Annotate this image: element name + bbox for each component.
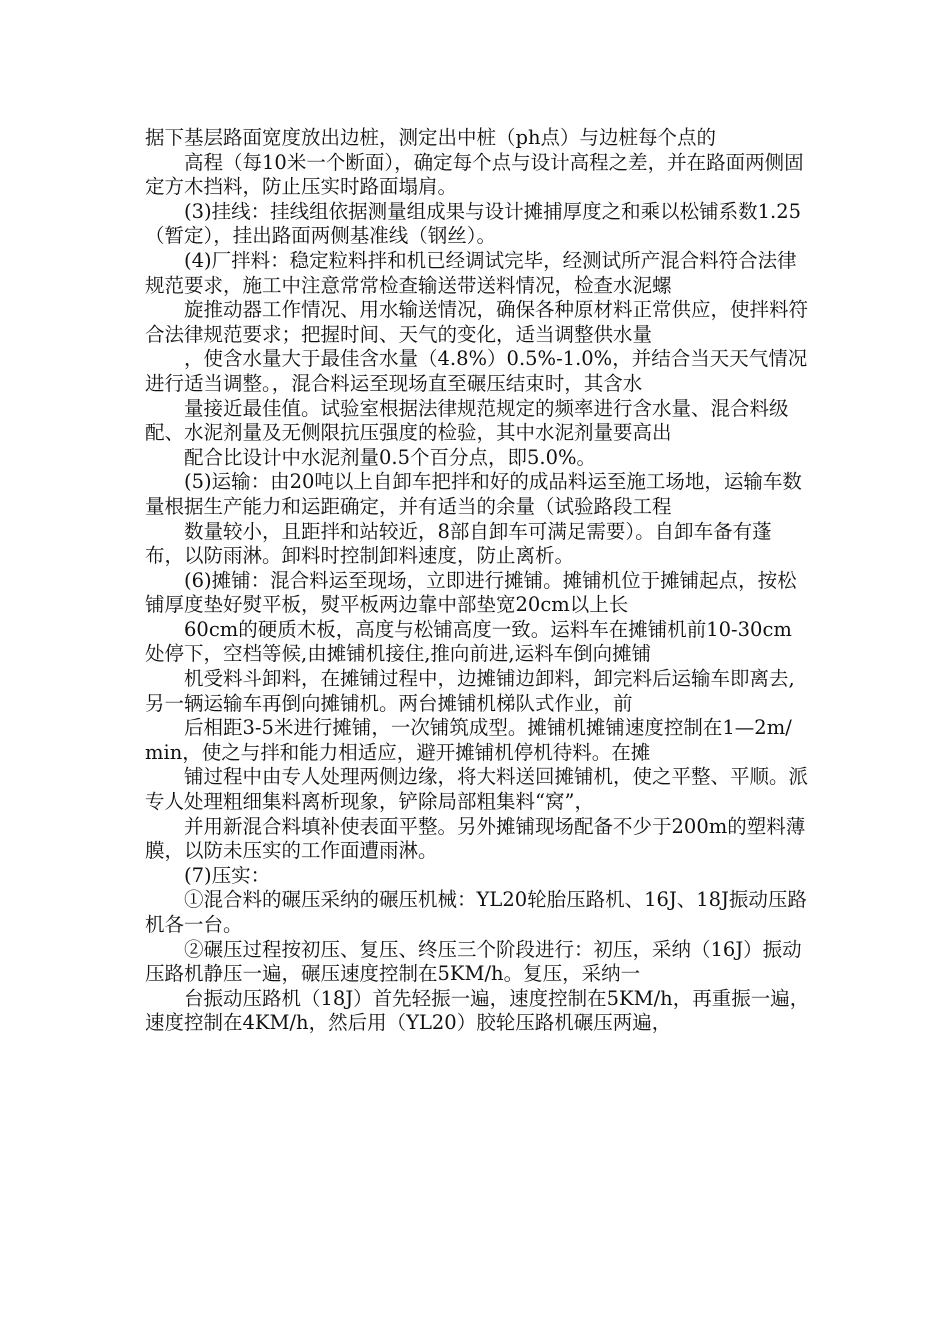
paragraph: ，使含水量大于最佳含水量（4.8%）0.5%-1.0%，并结合当天天气情况进行适当调整。，混合料运至现场直至碾压结束时，其含水 <box>145 347 808 395</box>
paragraph: 据下基层路面宽度放出边桩，测定出中桩（ph点）与边桩每个点的 <box>145 126 717 149</box>
paragraph: 配合比设计中水泥剂量0.5个百分点，即5.0%。 <box>184 445 597 469</box>
paragraph: 并用新混合料填补使表面平整。另外摊铺现场配备不少于200m的塑料薄膜，以防未压实的工作面遭雨淋。 <box>145 814 806 863</box>
paragraph: ①混合料的碾压采纳的碾压机械：YL20轮胎压路机、16J、18J振动压路机各一台。 <box>145 888 807 936</box>
document-body <box>145 126 810 1036</box>
paragraph: 台振动压路机（18J）首先轻振一遍，速度控制在5KM/h，再重振一遍，速度控制在4KM/h，然后用（YL20）胶轮压路机碾压两遍， <box>145 986 810 1035</box>
paragraph: 数量较小，且距拌和站较近，8部自卸车可满足需要）。自卸车备有蓬布，以防雨淋。卸料时控制卸料速度，防止离析。 <box>145 519 772 568</box>
paragraph: 60cm的硬质木板，高度与松铺高度一致。运料车在摊铺机前10-30cm处停下，空档等候,由摊铺机接住,推向前进,运料车倒向摊铺 <box>145 617 792 666</box>
paragraph: 铺过程中由专人处理两侧边缘，将大料送回摊铺机，使之平整、平顺。派专人处理粗细集料离析现象，铲除局部粗集料“窝”， <box>145 765 809 814</box>
paragraph: (7)压实： <box>184 863 271 887</box>
paragraph: 机受料斗卸料，在摊铺过程中，边摊铺边卸料，卸完料后运输车即离去,另一辆运输车再倒向摊铺机。两台摊铺机梯队式作业，前 <box>145 667 795 715</box>
paragraph: (6)摊铺：混合料运至现场，立即进行摊铺。摊铺机位于摊铺起点，按松铺厚度垫好熨平板，熨平板两边靠中部垫宽20cm以上长 <box>145 568 797 617</box>
paragraph: 高程（每10米一个断面），确定每个点与设计高程之差，并在路面两侧固定方木挡料，防止压实时路面塌肩。 <box>145 150 804 199</box>
paragraph: 后相距3-5米进行摊铺，一次铺筑成型。摊铺机摊铺速度控制在1—2m/min，使之与拌和能力相适应，避开摊铺机停机待料。在摊 <box>145 716 792 764</box>
paragraph: ②碾压过程按初压、复压、终压三个阶段进行：初压，采纳（16J）振动压路机静压一遍，碾压速度控制在5KM/h。复压，采纳一 <box>145 937 802 986</box>
paragraph: 旋推动器工作情况、用水输送情况，确保各种原材料正常供应，使拌料符合法律规范要求；把握时间、天气的变化，适当调整供水量 <box>145 298 809 346</box>
paragraph: (3)挂线：挂线组依据测量组成果与设计摊捕厚度之和乘以松铺系数1.25（暂定），挂出路面两侧基准线（钢丝）。 <box>145 199 802 248</box>
paragraph: 量接近最佳值。试验室根据法律规范规定的频率进行含水量、混合料级配、水泥剂量及无侧限抗压强度的检验，其中水泥剂量要高出 <box>145 396 789 445</box>
paragraph: (4)厂拌料：稳定粒料拌和机已经调试完毕，经测试所产混合料符合法律规范要求，施工中注意常常检查输送带送料情况，检查水泥螺 <box>145 248 797 297</box>
paragraph: (5)运输：由20吨以上自卸车把拌和好的成品料运至施工场地，运输车数量根据生产能力和运距确定，并有适当的余量（试验路段工程 <box>145 470 802 518</box>
